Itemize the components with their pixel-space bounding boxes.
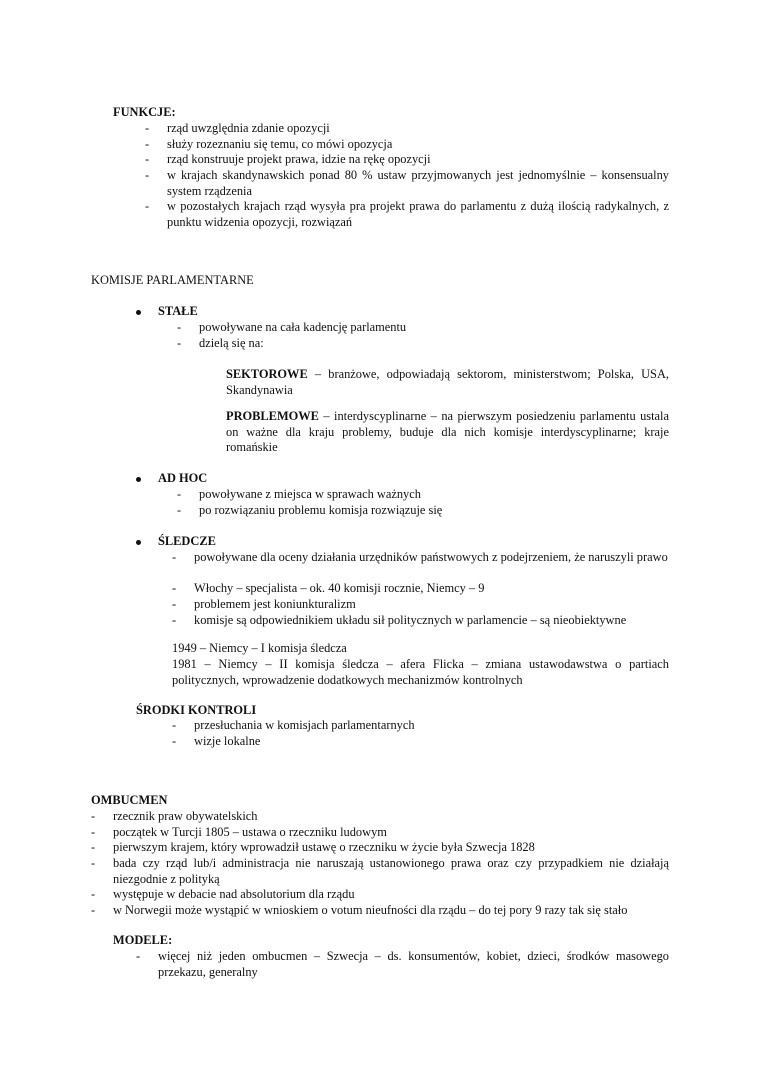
sledcze-bullet: ŚLEDCZE bbox=[136, 534, 216, 550]
list-item: - Włochy – specjalista – ok. 40 komisji rocznie, Niemcy – 9 bbox=[172, 581, 669, 597]
sledcze-note-1949: 1949 – Niemcy – I komisja śledcza bbox=[172, 641, 347, 655]
list-item: - problemem jest koniunkturalizm bbox=[172, 597, 669, 613]
problemowe-term: PROBLEMOWE bbox=[226, 409, 319, 423]
sektorowe-term: SEKTOROWE bbox=[226, 367, 308, 381]
komisje-heading: KOMISJE PARLAMENTARNE bbox=[91, 273, 254, 287]
list-item: - więcej niż jeden ombucmen – Szwecja – ds. konsumentów, kobiet, dzieci, środków masowego przekazu, generalny bbox=[136, 949, 669, 980]
stale-bullet: STAŁE bbox=[136, 304, 198, 320]
modele-heading: MODELE: bbox=[113, 933, 173, 947]
list-item: - rząd uwzględnia zdanie opozycji bbox=[145, 121, 669, 137]
list-item: - służy rozeznaniu się temu, co mówi opozycja bbox=[145, 137, 669, 153]
list-item: - bada czy rząd lub/i administracja nie naruszają ustanowionego prawa oraz czy przypadkiem nie działają niezgodnie z polityką bbox=[91, 856, 669, 887]
list-item: - rząd konstruuje projekt prawa, idzie na rękę opozycji bbox=[145, 152, 669, 168]
ombucmen-heading: OMBUCMEN bbox=[91, 793, 168, 807]
list-item: - pierwszym krajem, który wprowadził ustawę o rzeczniku w życie była Szwecja 1828 bbox=[91, 840, 669, 856]
srodki-heading: ŚRODKI KONTROLI bbox=[136, 703, 257, 717]
funkcje-heading: FUNKCJE: bbox=[113, 105, 176, 119]
sektorowe-paragraph: SEKTOROWE – branżowe, odpowiadają sektorom, ministerstwom; Polska, USA, Skandynawia bbox=[226, 367, 669, 397]
list-item: - początek w Turcji 1805 – ustawa o rzeczniku ludowym bbox=[91, 825, 669, 841]
sledcze-note-1981: 1981 – Niemcy – II komisja śledcza – afera Flicka – zmiana ustawodawstwa o partiach politycznych, wprowadzenie dodatkowych mechanizmów kontrolnych bbox=[172, 657, 669, 687]
list-item: - powoływane z miejsca w sprawach ważnych bbox=[177, 487, 669, 503]
list-item: - powoływane na cała kadencję parlamentu bbox=[177, 320, 669, 336]
problemowe-paragraph: PROBLEMOWE – interdyscyplinarne – na pierwszym posiedzeniu parlamentu ustala on ważne dla kraju problemy, buduje dla nich komisje interdyscyplinarne; kraje romańskie bbox=[226, 409, 669, 454]
adhoc-bullet: AD HOC bbox=[136, 471, 207, 487]
list-item: - komisje są odpowiednikiem układu sił politycznych w parlamencie – są nieobiektywne bbox=[172, 613, 669, 629]
list-item: - dzielą się na: bbox=[177, 336, 669, 352]
list-item: - w pozostałych krajach rząd wysyła pra projekt prawa do parlamentu z dużą ilością radykalnych, z punktu widzenia opozycji, rozwiązań bbox=[145, 199, 669, 230]
list-item: - w krajach skandynawskich ponad 80 % ustaw przyjmowanych jest jednomyślnie – konsensualny system rządzenia bbox=[145, 168, 669, 199]
list-item: - rzecznik praw obywatelskich bbox=[91, 809, 669, 825]
list-item: - w Norwegii może wystąpić w wnioskiem o votum nieufności dla rządu – do tej pory 9 razy tak się stało bbox=[91, 903, 669, 919]
list-item: - powoływane dla oceny działania urzędników państwowych z podejrzeniem, że naruszyli prawo bbox=[172, 550, 669, 566]
list-item: - po rozwiązaniu problemu komisja rozwiązuje się bbox=[177, 503, 669, 519]
list-item: - wizje lokalne bbox=[172, 734, 669, 750]
list-item: - przesłuchania w komisjach parlamentarnych bbox=[172, 718, 669, 734]
list-item: - występuje w debacie nad absolutorium dla rządu bbox=[91, 887, 669, 903]
